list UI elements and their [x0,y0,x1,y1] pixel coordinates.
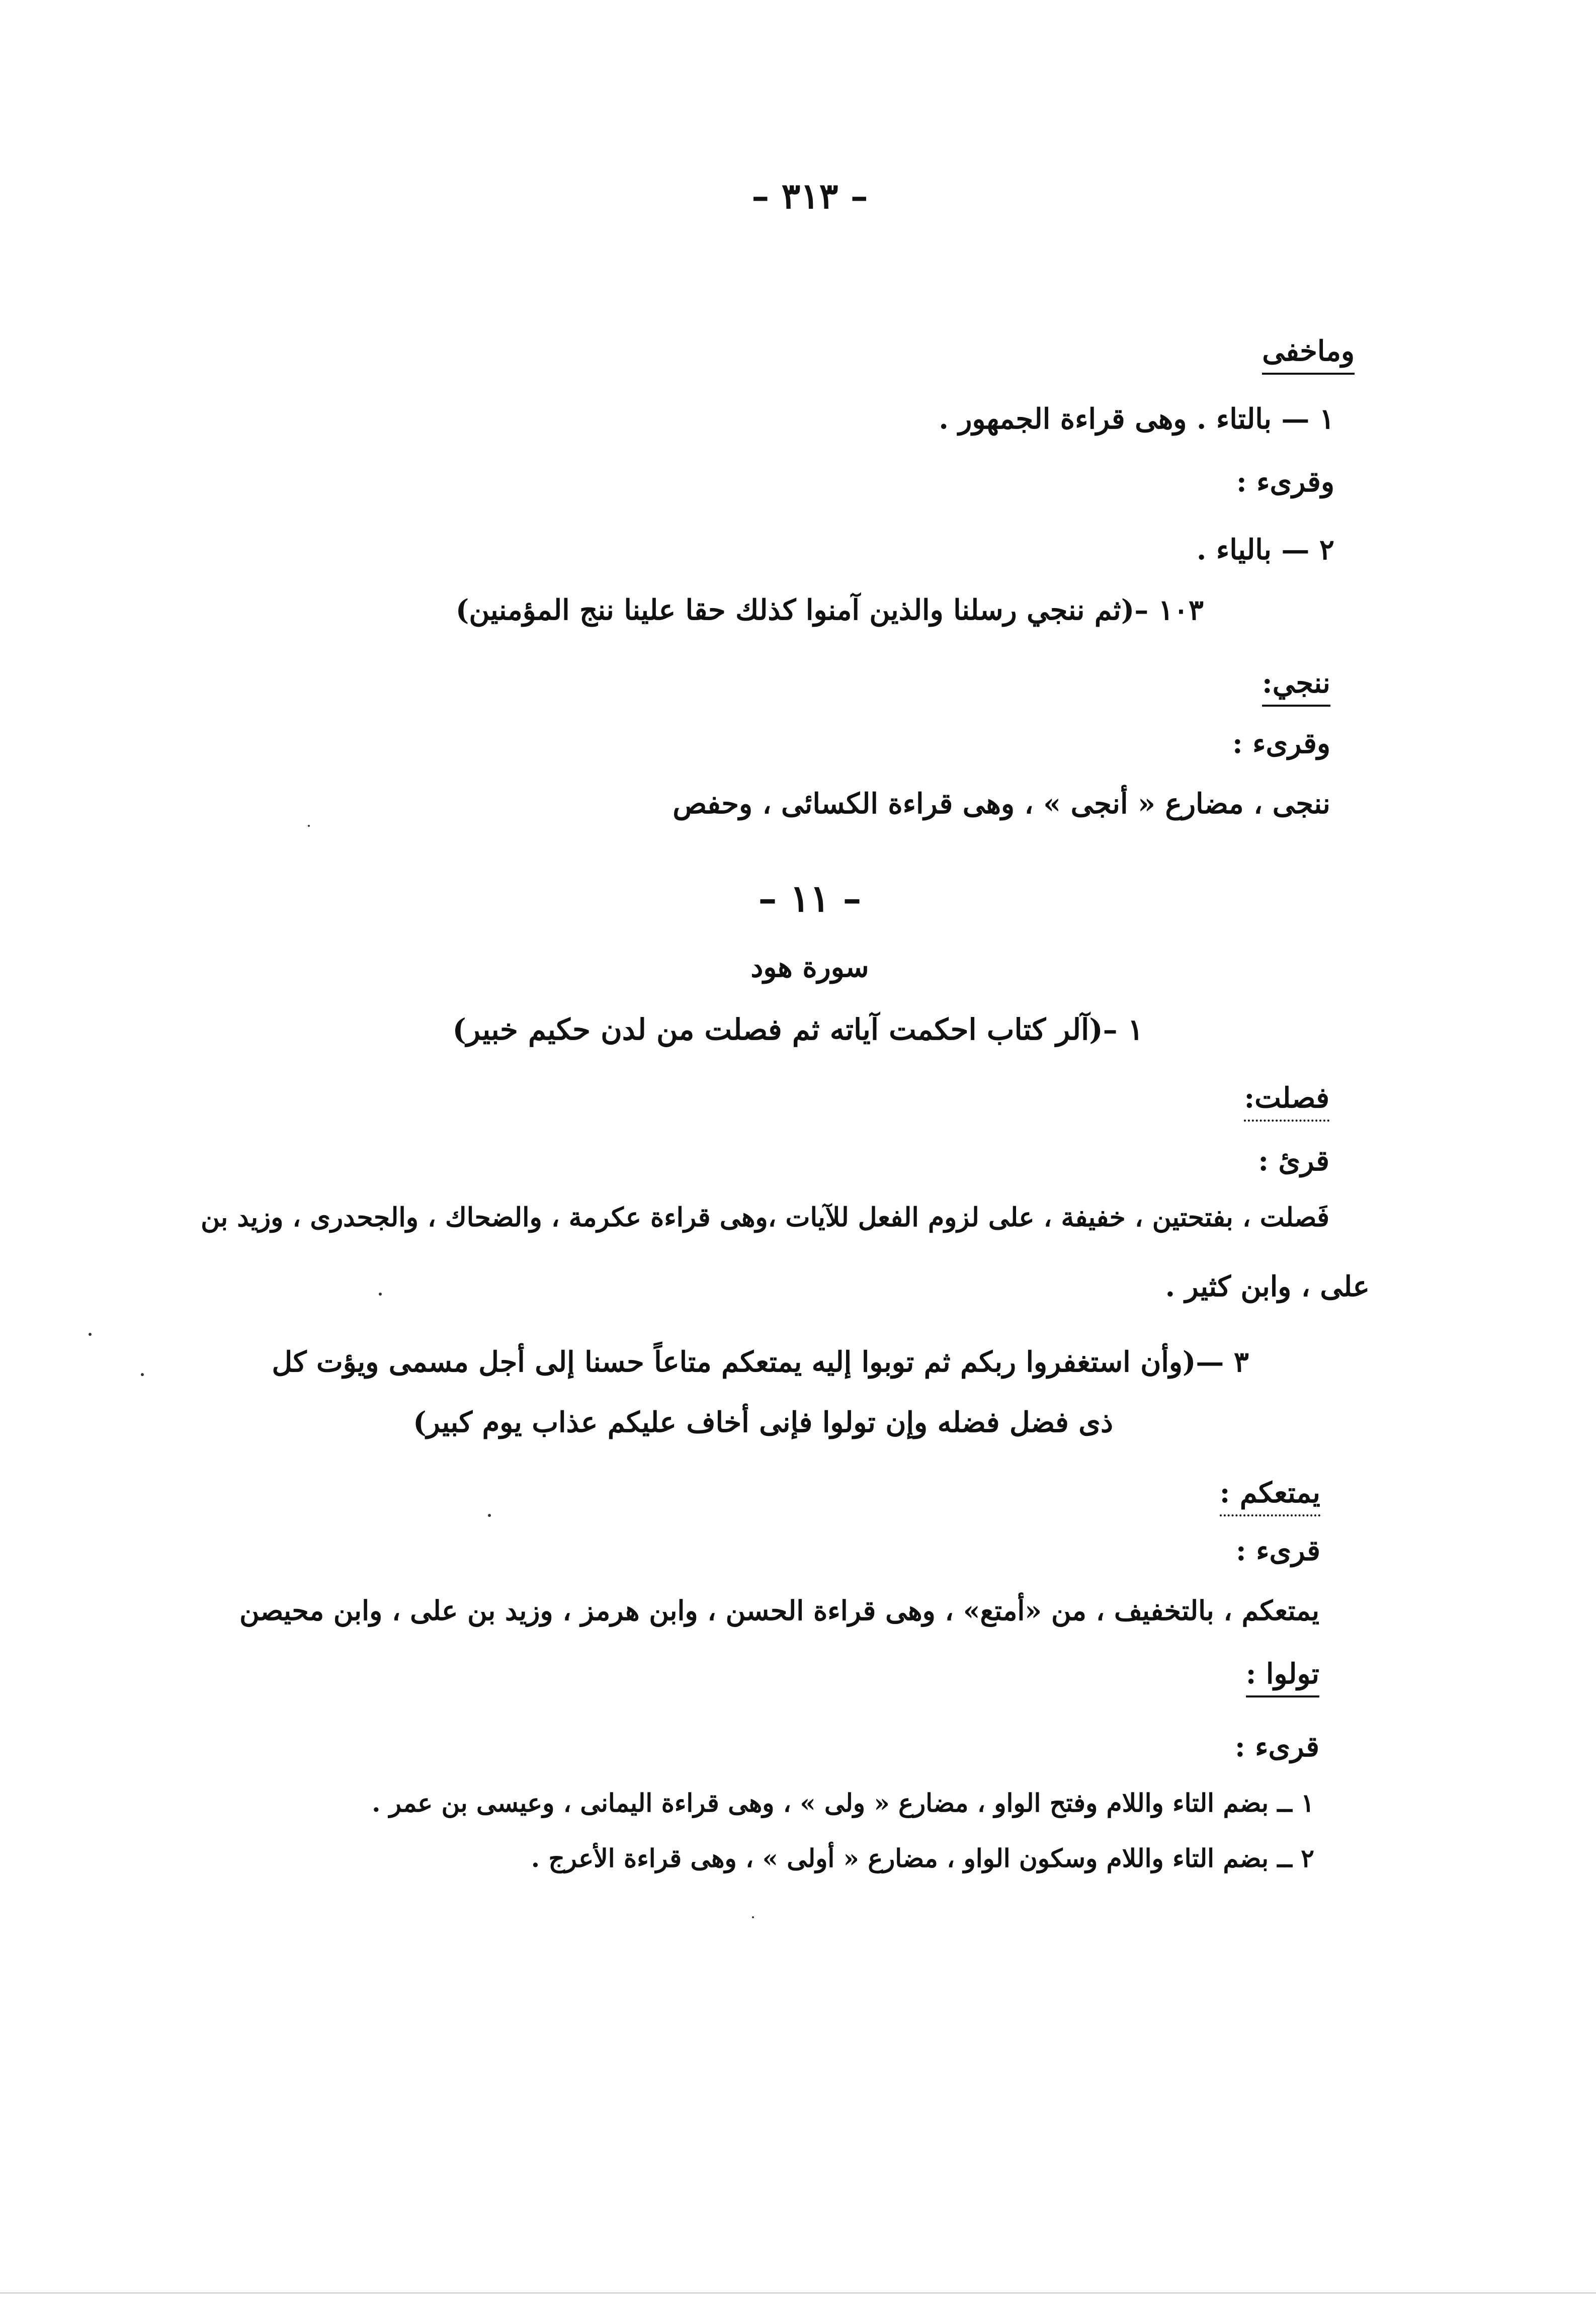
heading-wamalahi [1262,334,1355,368]
heading-fussilat-text: فصلت: [1244,1081,1329,1122]
wa-qurie-2: وقرىء : [1232,727,1330,760]
qurie-3: قرئ : [1258,1144,1329,1177]
fussilat-reading-2: على ، وابن كثير . [1165,1270,1370,1303]
page-number: – ٣١٣ – [751,175,868,217]
scan-speck [141,1373,144,1376]
heading-nunji-text: ننجي: [1262,666,1330,707]
item-1-taa: ١ — بالتاء . وهى قراءة الجمهور . [939,402,1334,436]
scan-speck [488,1514,491,1517]
verse-103: ١٠٣ –(ثم ننجي رسلنا والذين آمنوا كذلك حقا علينا ننج المؤمنين) [455,593,1204,627]
qurie-5: قرىء : [1235,1730,1319,1763]
yumatti-reading: يمتعكم ، بالتخفيف ، من «أمتع» ، وهى قراءة الحسن ، وابن هرمز ، وزيد بن على ، وابن محيصن [239,1594,1319,1627]
verse-3-line-2: ذى فضل فضله وإن تولوا فإنى أخاف عليكم عذاب يوم كبير) [413,1406,1113,1439]
item-2-yaa: ٢ — بالياء . [1196,533,1334,566]
heading-tawallaw [1245,1657,1319,1690]
surah-title: سورة هود [750,951,869,984]
heading-tawallaw-text: تولوا : [1246,1657,1319,1697]
page-bottom-edge [0,2292,1596,2293]
scan-speck [308,825,310,827]
heading-nunji [1262,666,1330,700]
tawallaw-reading-1: ١ ــ بضم التاء واللام وفتح الواو ، مضارع « ولى » ، وهى قراءة اليمانى ، وعيسى بن عمر . [372,1788,1314,1818]
heading-fussilat [1244,1081,1329,1115]
verse-3-line-1: ٣ —(وأن استغفروا ربكم ثم توبوا إليه يمتعكم متاعاً حسنا إلى أجل مسمى ويؤت كل [272,1345,1249,1379]
verse-1: ١ –(آلر كتاب احكمت آياته ثم فصلت من لدن حكيم خبير) [452,1012,1143,1047]
heading-wamalahi-text: وماخفى [1262,334,1355,375]
qurie-4: قرىء : [1236,1534,1320,1567]
heading-yumatti [1219,1476,1320,1509]
fussilat-reading-1: فَصلت ، بفتحتين ، خفيفة ، على لزوم الفعل للآيات ،وهى قراءة عكرمة ، والضحاك ، والجحدرى ، وزيد بن [201,1202,1329,1233]
tawallaw-reading-2: ٢ ــ بضم التاء واللام وسكون الواو ، مضارع « أولى » ، وهى قراءة الأعرج . [531,1843,1314,1873]
scan-speck [89,1333,92,1336]
section-number: – ١١ – [758,877,862,920]
scan-speck [379,1293,382,1296]
nunji-reading: ننجى ، مضارع « أنجى » ، وهى قراءة الكسائى ، وحفص [673,787,1330,820]
scan-speck [752,1916,754,1918]
wa-qurie-1: وقرىء : [1236,465,1334,498]
heading-yumatti-text: يمتعكم : [1220,1476,1320,1516]
